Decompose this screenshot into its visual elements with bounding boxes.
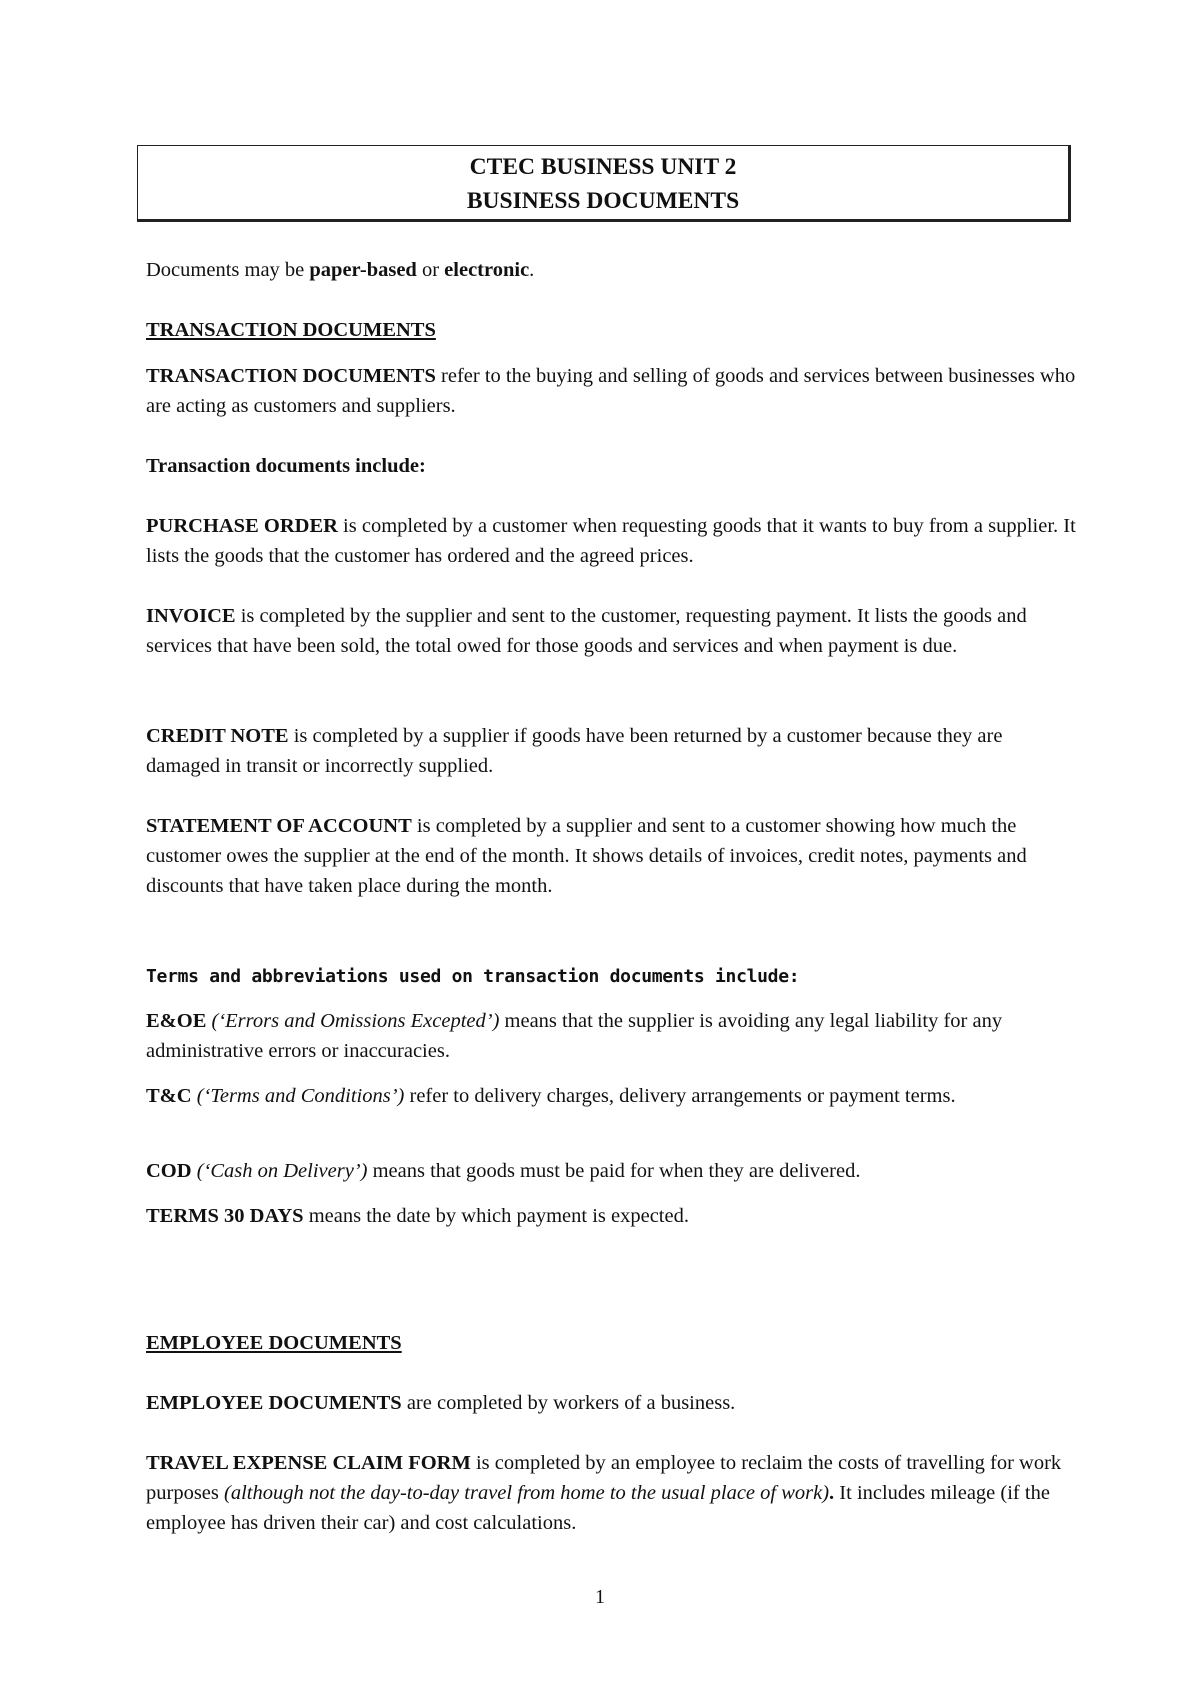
term-label: TERMS 30 DAYS	[146, 1205, 304, 1227]
term-tc	[146, 1081, 1076, 1111]
term-eoe	[146, 1006, 1076, 1066]
transaction-include-heading: Transaction documents include:	[146, 455, 426, 477]
term-text: refer to delivery charges, delivery arrangements or payment terms.	[404, 1085, 956, 1107]
transaction-definition	[146, 361, 1076, 421]
intro-paper-based: paper-based	[309, 259, 417, 281]
item-term: CREDIT NOTE	[146, 725, 289, 747]
travel-note: (although not the day-to-day travel from home to the usual place of work)	[224, 1482, 830, 1504]
travel-text: is completed by an employee to reclaim the costs of travelling for work purposes	[146, 1452, 1062, 1504]
term-label: COD	[146, 1160, 192, 1182]
employee-heading: EMPLOYEE DOCUMENTS	[146, 1332, 402, 1354]
item-invoice	[146, 601, 1076, 661]
employee-def-term: EMPLOYEE DOCUMENTS	[146, 1392, 402, 1414]
intro-electronic: electronic	[444, 259, 530, 281]
term-text: means that goods must be paid for when they are delivered.	[367, 1160, 861, 1182]
title-line-2: BUSINESS DOCUMENTS	[466, 188, 740, 214]
term-text: means the date by which payment is expected.	[303, 1205, 689, 1227]
transaction-def-term: TRANSACTION DOCUMENTS	[146, 365, 436, 387]
intro-period: .	[529, 259, 535, 281]
item-statement-of-account	[146, 811, 1076, 901]
item-term: STATEMENT OF ACCOUNT	[146, 815, 412, 837]
title-box	[137, 145, 1071, 222]
page-number: 1	[595, 1586, 605, 1608]
term-expansion: (‘Terms and Conditions’)	[191, 1085, 405, 1107]
intro-paragraph	[146, 255, 1076, 285]
item-text: is completed by a supplier if goods have been returned by a customer because they are damaged in transit or incorrectly supplied.	[146, 725, 1003, 777]
travel-dot: .	[829, 1482, 835, 1504]
travel-term: TRAVEL EXPENSE CLAIM FORM	[146, 1452, 471, 1474]
term-cod	[146, 1156, 1076, 1186]
item-text: is completed by the supplier and sent to the customer, requesting payment. It lists the goods and services that have been sold, the total owed for those goods and services and when payment is due.	[146, 605, 1027, 657]
terms-heading: Terms and abbreviations used on transaction documents include:	[146, 966, 800, 987]
title-line-1: CTEC BUSINESS UNIT 2	[469, 154, 737, 180]
item-text: is completed by a supplier and sent to a customer showing how much the customer owes the supplier at the end of the month. It shows details of invoices, credit notes, payments and discounts that have taken place during the month.	[146, 815, 1027, 897]
term-label: E&OE	[146, 1010, 207, 1032]
employee-definition	[146, 1388, 1076, 1418]
transaction-def-text: refer to the buying and selling of goods and services between businesses who are acting as customers and suppliers.	[146, 365, 1076, 417]
term-expansion: (‘Cash on Delivery’)	[191, 1160, 368, 1182]
item-term: INVOICE	[146, 605, 236, 627]
item-purchase-order	[146, 511, 1076, 571]
intro-text-or: or	[416, 259, 445, 281]
travel-text-2: It includes mileage (if the employee has driven their car) and cost calculations.	[146, 1482, 1050, 1534]
item-credit-note	[146, 721, 1076, 781]
item-text: is completed by a customer when requesting goods that it wants to buy from a supplier. It lists the goods that the customer has ordered and the agreed prices.	[146, 515, 1076, 567]
intro-text: Documents may be	[146, 259, 310, 281]
item-term: PURCHASE ORDER	[146, 515, 338, 537]
term-expansion: (‘Errors and Omissions Excepted’)	[206, 1010, 500, 1032]
term-text: means that the supplier is avoiding any legal liability for any administrative errors or inaccuracies.	[146, 1010, 1003, 1062]
item-travel-expense-claim	[146, 1448, 1076, 1538]
term-label: T&C	[146, 1085, 192, 1107]
employee-def-text: are completed by workers of a business.	[401, 1392, 736, 1414]
term-30-days	[146, 1201, 1076, 1231]
transaction-heading: TRANSACTION DOCUMENTS	[146, 319, 436, 341]
